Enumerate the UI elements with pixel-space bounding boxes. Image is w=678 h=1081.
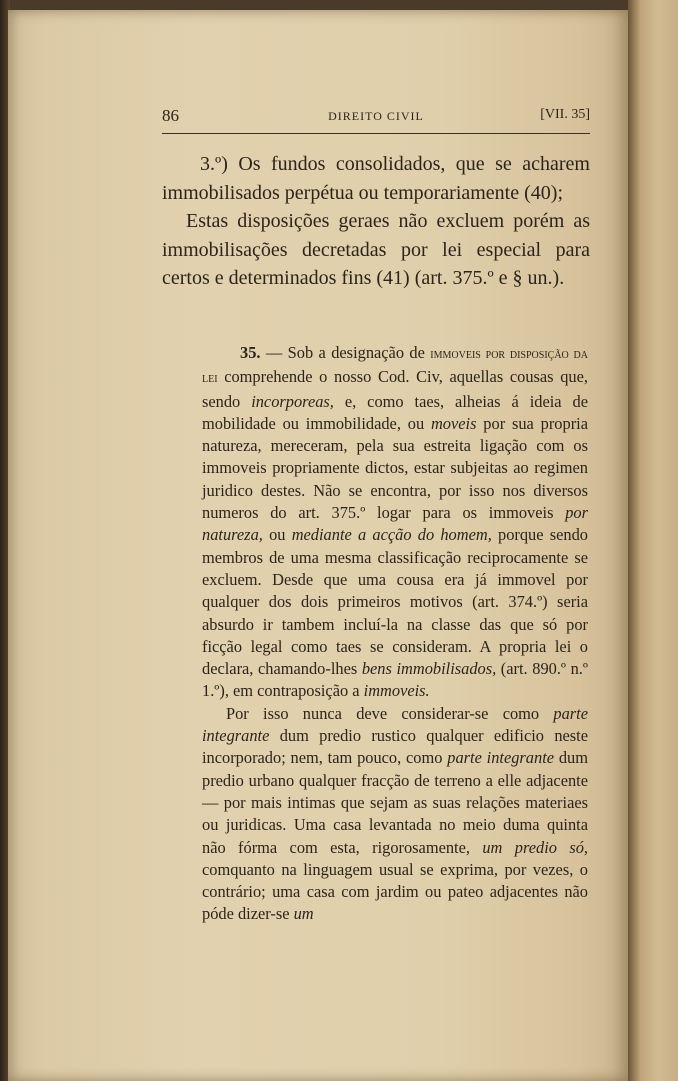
running-title: DIREITO CIVIL <box>328 109 424 123</box>
header-rule <box>162 133 590 134</box>
section-35-paragraph: 35. — Sob a designação de immoveis por disposição da lei comprehende o nosso Cod. Civ, aquellas cousas que, sendo incorporeas, e, como taes, alheias á ideia de mobilidade ou immobilidade, ou moveis por sua propria natureza, mereceram, pela sua estreita ligação com os immoveis propriamente dictos, estar subjeitas ao regimen juridico destes. Não se encontra, por isso nos diversos numeros do art. 375.º logar para os immoveis por natureza, ou mediante a acção do homem, porque sendo membros de uma mesma classificação reciprocamente se excluem. Desde que uma cousa era já immovel por qualquer dos dois primeiros motivos (art. 374.º) seria absurdo ir tambem incluí-la na classe das que só por ficção legal como taes se consideram. A propria lei o declara, chamando-lhes bens immobilisados, (art. 890.º n.º 1.º), em contraposição a immoveis. <box>202 343 589 701</box>
running-header <box>162 106 590 130</box>
item-3-paragraph: 3.º) Os fundos consolidados, que se acharem immobilisados perpétua ou temporariamente (40); <box>162 153 590 204</box>
section-reference: [VII. 35] <box>540 107 590 122</box>
section-number: 35. <box>240 343 261 362</box>
defined-term: immoveis por disposição da lei <box>202 347 589 387</box>
next-page-edge <box>628 0 678 1081</box>
dispositions-paragraph: Estas disposições geraes não excluem porém as immobilisações decretadas por lei especial para certos e determinados fins (41) (art. 375.º e § un.). <box>162 210 590 289</box>
page-number: 86 <box>162 106 179 125</box>
section-35-text <box>202 342 588 926</box>
integral-part-paragraph: Por isso nunca deve considerar-se como parte integrante dum predio rustico qualquer edificio neste incorporado; nem, tam pouco, como parte integrante dum predio urbano qualquer fracção de terreno a elle adjacente — por mais intimas que sejam as suas relações materiaes ou juridicas. Uma casa levantada no meio duma quinta não fórma com esta, rigorosamente, um predio só, comquanto na linguagem usual se exprima, por vezes, o contrário; uma casa com jardim ou pateo adjacentes não póde dizer-se um <box>202 703 588 924</box>
top-text-block <box>162 150 590 293</box>
